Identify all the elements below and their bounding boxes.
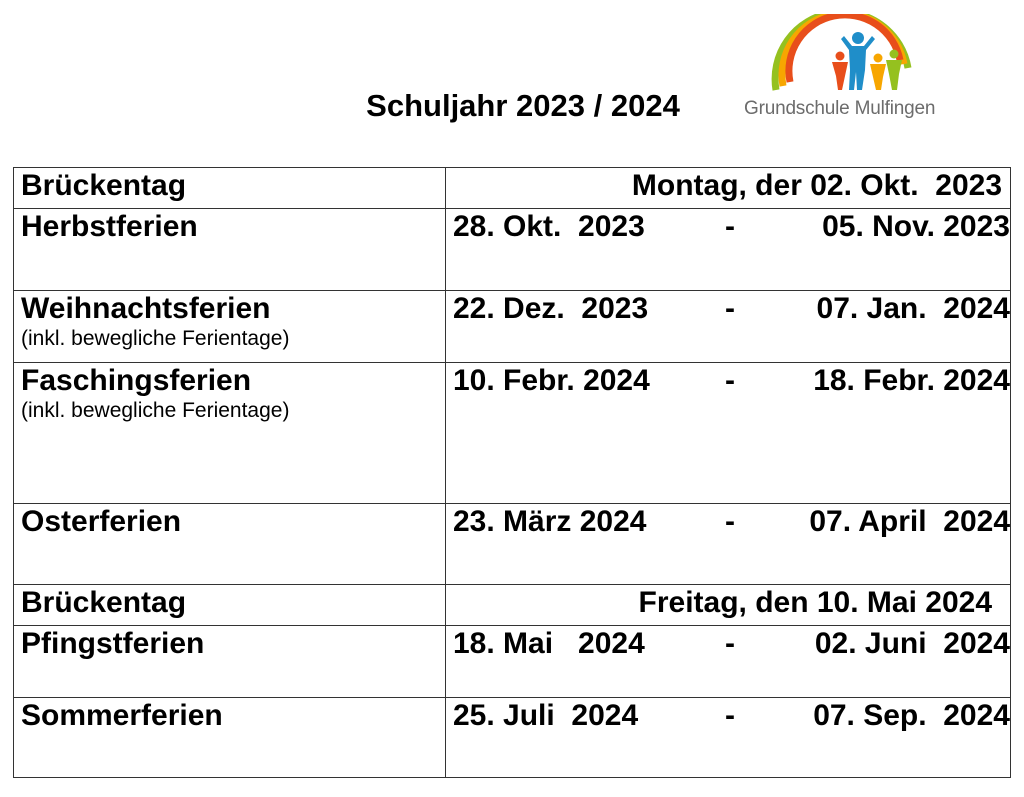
logo-text: Grundschule Mulfingen bbox=[744, 98, 936, 119]
date-range bbox=[446, 504, 1010, 540]
row-label-cell bbox=[14, 626, 446, 698]
row-date-cell bbox=[446, 363, 1011, 504]
date-from: 23. März 2024 bbox=[453, 505, 647, 538]
row-label-cell bbox=[14, 363, 446, 504]
row-name: Brückentag bbox=[21, 586, 187, 619]
row-name: Brückentag bbox=[21, 169, 187, 202]
row-date-cell bbox=[446, 626, 1011, 698]
date-range bbox=[446, 291, 1010, 327]
date-to: 18. Febr. 2024 bbox=[813, 364, 1010, 397]
date-from: 18. Mai 2024 bbox=[453, 627, 645, 660]
row-name: Sommerferien bbox=[21, 699, 223, 732]
date-dash: - bbox=[725, 505, 736, 538]
date-to: 07. Sep. 2024 bbox=[813, 699, 1010, 732]
table-row bbox=[14, 585, 1011, 626]
row-name: Weihnachtsferien bbox=[21, 292, 271, 325]
row-label-cell bbox=[14, 168, 446, 209]
row-name: Osterferien bbox=[21, 505, 182, 538]
date-range bbox=[446, 209, 1010, 245]
row-label-cell bbox=[14, 585, 446, 626]
row-name: Pfingstferien bbox=[21, 627, 205, 660]
row-name: Herbstferien bbox=[21, 210, 198, 243]
date-dash: - bbox=[725, 292, 736, 325]
row-date-cell bbox=[446, 291, 1011, 363]
holiday-table bbox=[13, 167, 1011, 778]
row-label-cell bbox=[14, 291, 446, 363]
school-logo bbox=[740, 14, 946, 126]
row-date-cell bbox=[446, 585, 1011, 626]
date-to: 07. Jan. 2024 bbox=[816, 292, 1010, 325]
row-note: (inkl. bewegliche Ferientage) bbox=[21, 399, 290, 422]
table-row bbox=[14, 209, 1011, 291]
date-to: 07. April 2024 bbox=[809, 505, 1010, 538]
date-range bbox=[446, 626, 1010, 662]
date-to: 02. Juni 2024 bbox=[814, 627, 1010, 660]
date-dash: - bbox=[725, 364, 736, 397]
page-title: Schuljahr 2023 / 2024 bbox=[366, 88, 680, 123]
table-row bbox=[14, 291, 1011, 363]
row-label-cell bbox=[14, 698, 446, 778]
table-row bbox=[14, 626, 1011, 698]
date-to: 05. Nov. 2023 bbox=[822, 210, 1010, 243]
date-range bbox=[446, 698, 1010, 734]
table-row bbox=[14, 168, 1011, 209]
row-note: (inkl. bewegliche Ferientage) bbox=[21, 327, 290, 350]
date-dash: - bbox=[725, 699, 736, 732]
row-date-cell bbox=[446, 504, 1011, 585]
rainbow-people-icon bbox=[770, 14, 920, 96]
row-label-cell bbox=[14, 504, 446, 585]
row-date: Montag, der 02. Okt. 2023 bbox=[631, 169, 1002, 202]
table-row bbox=[14, 363, 1011, 504]
date-from: 25. Juli 2024 bbox=[453, 699, 639, 732]
row-date-cell bbox=[446, 209, 1011, 291]
date-dash: - bbox=[725, 210, 736, 243]
date-from: 28. Okt. 2023 bbox=[453, 210, 645, 243]
table-row bbox=[14, 698, 1011, 778]
row-date-cell bbox=[446, 168, 1011, 209]
date-from: 22. Dez. 2023 bbox=[453, 292, 649, 325]
row-name: Faschingsferien bbox=[21, 364, 252, 397]
date-range bbox=[446, 363, 1010, 399]
date-from: 10. Febr. 2024 bbox=[453, 364, 650, 397]
table-row bbox=[14, 504, 1011, 585]
date-dash: - bbox=[725, 627, 736, 660]
row-label-cell bbox=[14, 209, 446, 291]
row-date-cell bbox=[446, 698, 1011, 778]
row-date: Freitag, den 10. Mai 2024 bbox=[638, 586, 992, 619]
